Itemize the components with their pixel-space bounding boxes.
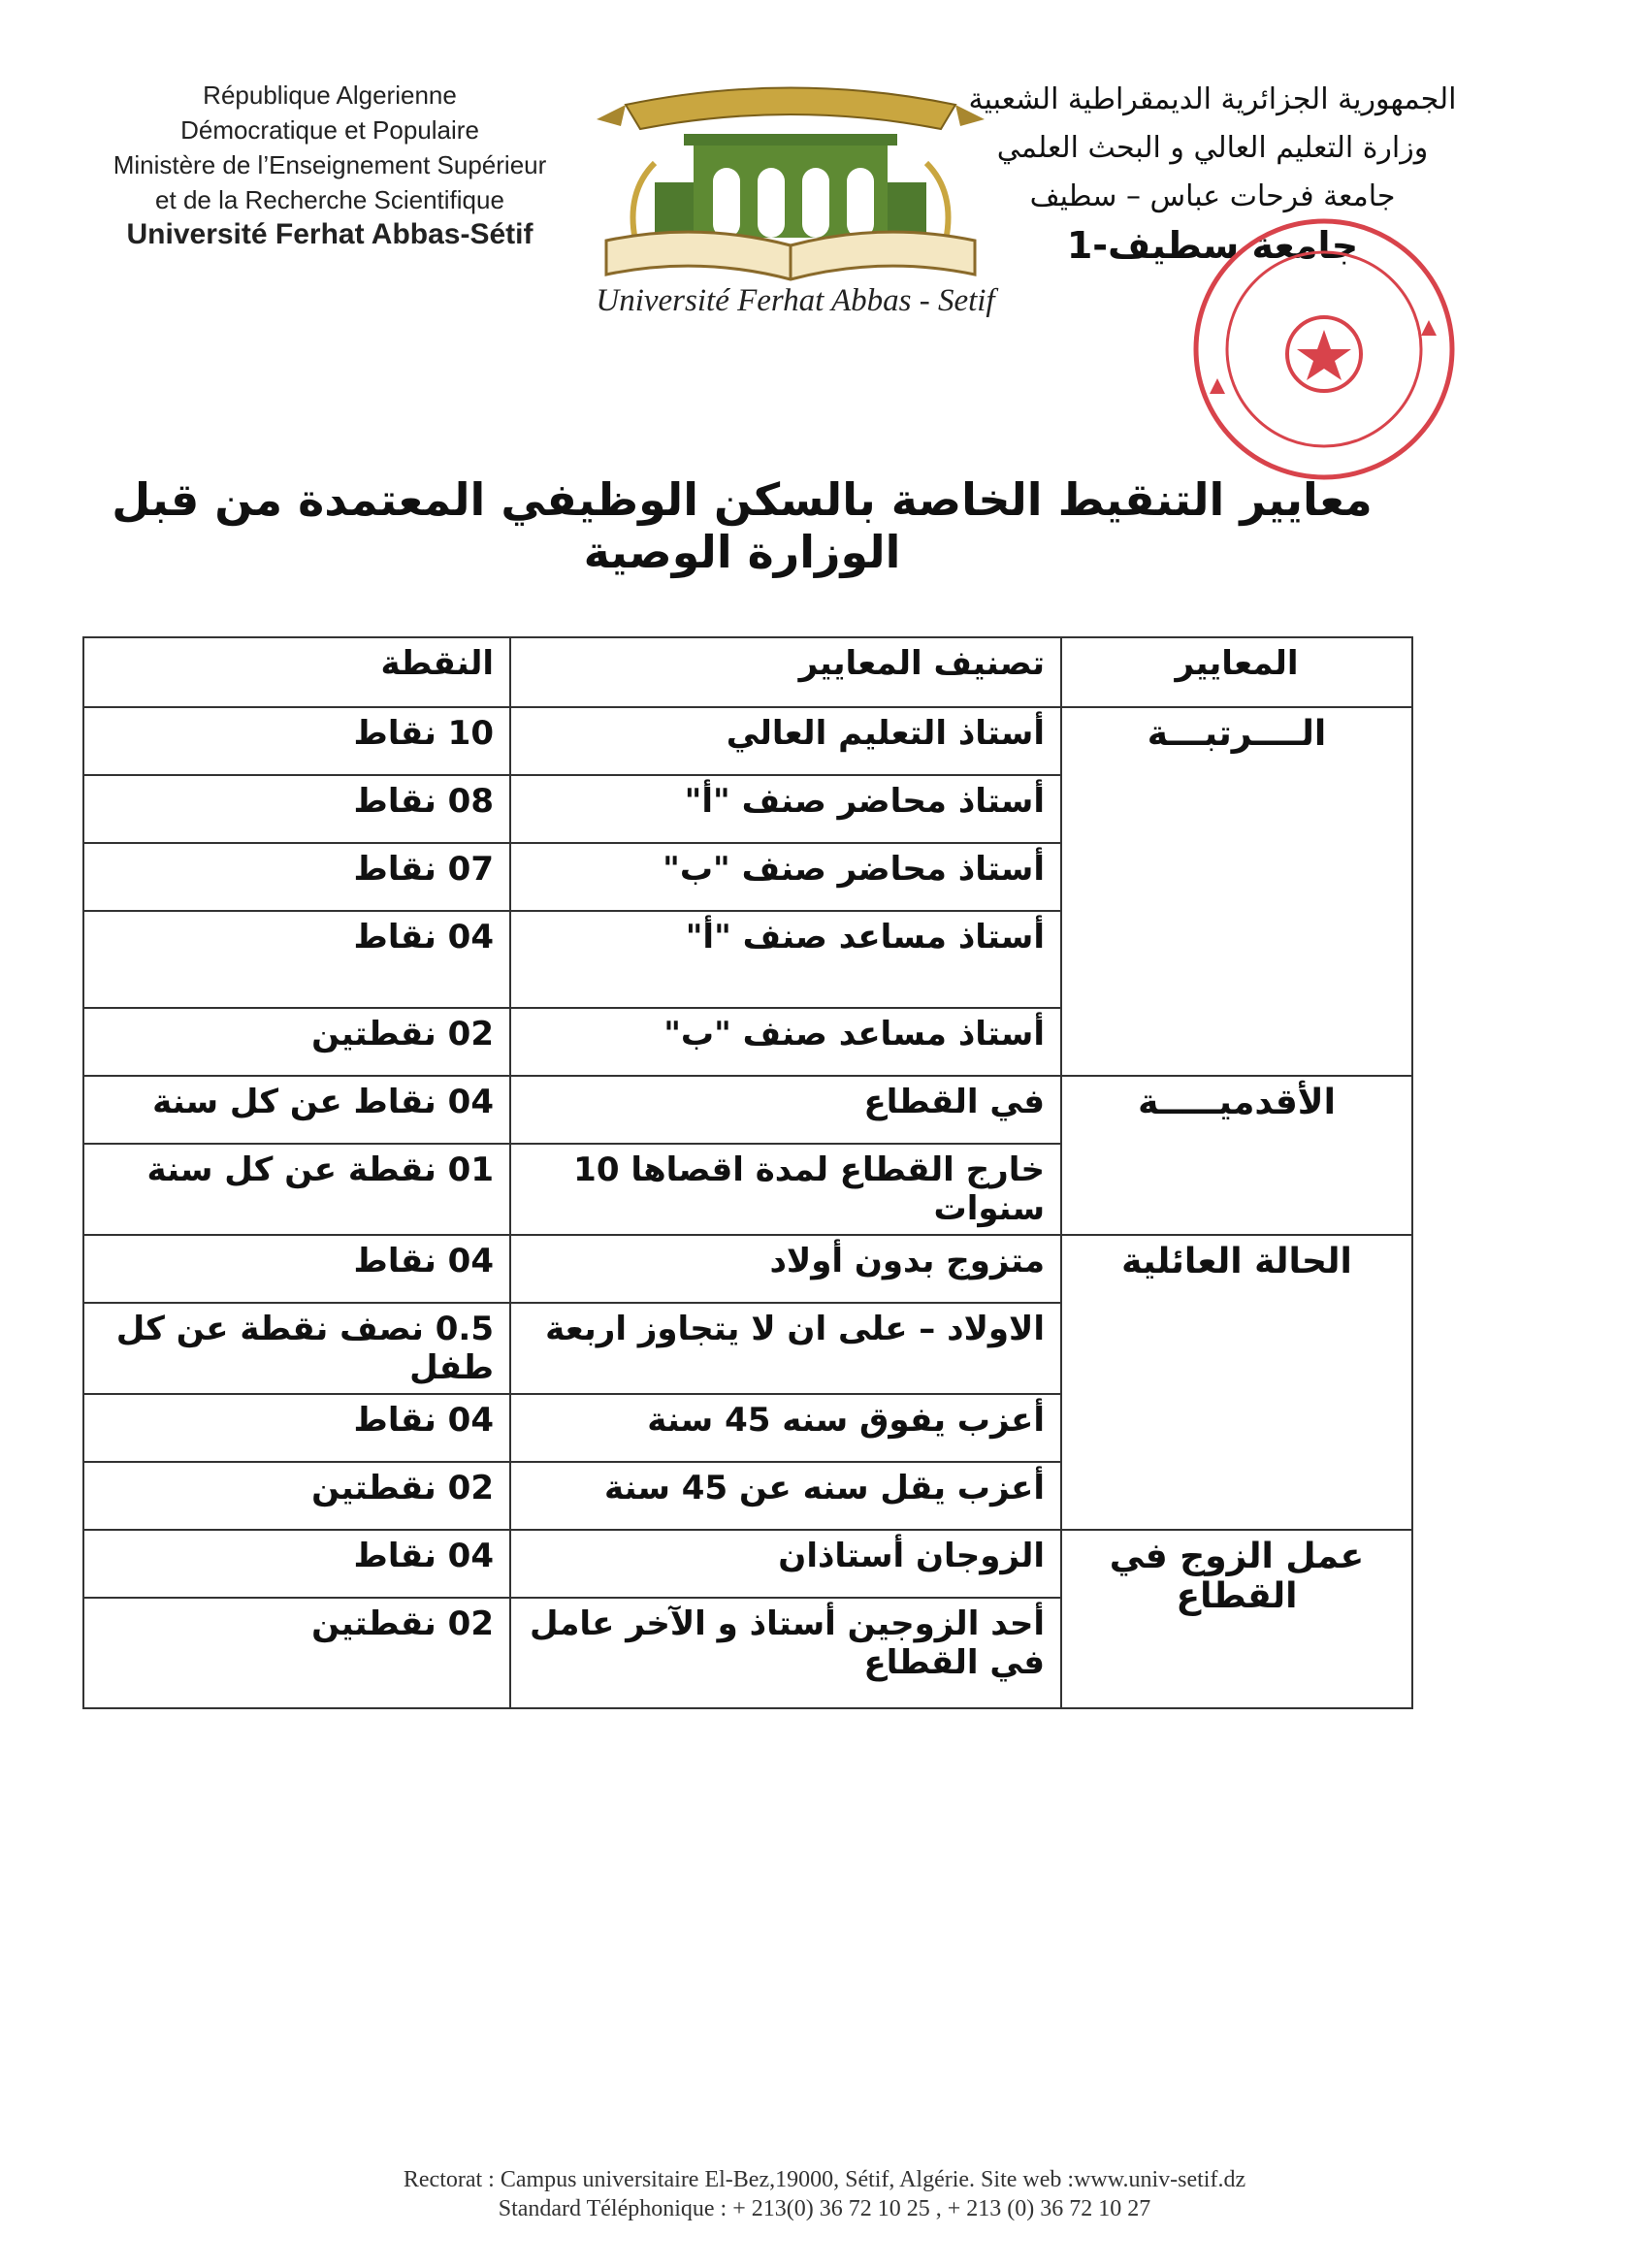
- header-points: النقطة: [83, 637, 510, 707]
- fr-header-line1: République Algerienne: [203, 81, 457, 110]
- points-cell: 04 نقاط: [83, 1530, 510, 1598]
- points-cell: 04 نقاط: [83, 1235, 510, 1303]
- classification-cell: أعزب يفوق سنه 45 سنة: [510, 1394, 1061, 1462]
- points-cell: 0.5 نصف نقطة عن كل طفل: [83, 1303, 510, 1394]
- ar-header-line3: جامعة فرحات عباس – سطيف: [1029, 179, 1396, 213]
- table-row: [83, 707, 1412, 775]
- points-cell: 07 نقاط: [83, 843, 510, 911]
- points-cell: 02 نقطتين: [83, 1462, 510, 1530]
- header-criteria: المعايير: [1061, 637, 1412, 707]
- points-cell: 02 نقطتين: [83, 1008, 510, 1076]
- points-cell: 04 نقاط: [83, 911, 510, 1008]
- footer: [194, 2165, 1455, 2223]
- french-header: [78, 78, 582, 252]
- criterion-family-status: الحالة العائلية: [1061, 1235, 1412, 1530]
- document-title: معايير التنقيط الخاصة بالسكن الوظيفي المعتمدة من قبل الوزارة الوصية: [112, 473, 1373, 578]
- header-classification: تصنيف المعايير: [510, 637, 1061, 707]
- criteria-table: [82, 636, 1413, 1709]
- points-cell: 10 نقاط: [83, 707, 510, 775]
- footer-address: Rectorat : Campus universitaire El-Bez,19000, Sétif, Algérie. Site web :www.univ-setif.dz: [403, 2167, 1246, 2192]
- ar-header-university-1: جامعة سطيف-1: [1066, 224, 1359, 267]
- classification-cell: خارج القطاع لمدة اقصاها 10 سنوات: [510, 1144, 1061, 1235]
- ar-header-line2: وزارة التعليم العالي و البحث العلمي: [996, 131, 1429, 165]
- classification-cell: أحد الزوجين أستاذ و الآخر عامل في القطاع: [510, 1598, 1061, 1708]
- table-row: [83, 1076, 1412, 1144]
- classification-cell: أستاذ مساعد صنف "ب": [510, 1008, 1061, 1076]
- criterion-rank: الــــرتبـــة: [1061, 707, 1412, 1076]
- classification-cell: متزوج بدون أولاد: [510, 1235, 1061, 1303]
- classification-cell: أستاذ محاضر صنف "أ": [510, 775, 1061, 843]
- points-cell: 08 نقاط: [83, 775, 510, 843]
- points-cell: 04 نقاط: [83, 1394, 510, 1462]
- official-seal-icon: [1179, 204, 1470, 495]
- criterion-seniority: الأقدميـــــة: [1061, 1076, 1412, 1235]
- classification-cell: في القطاع: [510, 1076, 1061, 1144]
- classification-cell: أستاذ التعليم العالي: [510, 707, 1061, 775]
- criterion-spouse-work: عمل الزوج في القطاع: [1061, 1530, 1412, 1708]
- fr-header-university: Université Ferhat Abbas-Sétif: [126, 218, 534, 250]
- points-cell: 02 نقطتين: [83, 1598, 510, 1708]
- classification-cell: أستاذ محاضر صنف "ب": [510, 843, 1061, 911]
- table-header-row: [83, 637, 1412, 707]
- table-row: [83, 1235, 1412, 1303]
- classification-cell: الزوجان أستاذان: [510, 1530, 1061, 1598]
- points-cell: 04 نقاط عن كل سنة: [83, 1076, 510, 1144]
- classification-cell: أستاذ مساعد صنف "أ": [510, 911, 1061, 1008]
- fr-header-line3: Ministère de l’Enseignement Supérieur: [113, 150, 547, 179]
- fr-header-line2: Démocratique et Populaire: [180, 115, 479, 145]
- logo-caption: Université Ferhat Abbas - Setif: [596, 283, 995, 318]
- footer-phone: Standard Téléphonique : + 213(0) 36 72 10 25 , + 213 (0) 36 72 10 27: [498, 2196, 1151, 2221]
- fr-header-line4: et de la Recherche Scientifique: [155, 185, 504, 214]
- classification-cell: الاولاد – على ان لا يتجاوز اربعة: [510, 1303, 1061, 1394]
- table-row: [83, 1530, 1412, 1598]
- classification-cell: أعزب يقل سنه عن 45 سنة: [510, 1462, 1061, 1530]
- points-cell: 01 نقطة عن كل سنة: [83, 1144, 510, 1235]
- ar-header-line1: الجمهورية الجزائرية الديمقراطية الشعبية: [968, 82, 1457, 116]
